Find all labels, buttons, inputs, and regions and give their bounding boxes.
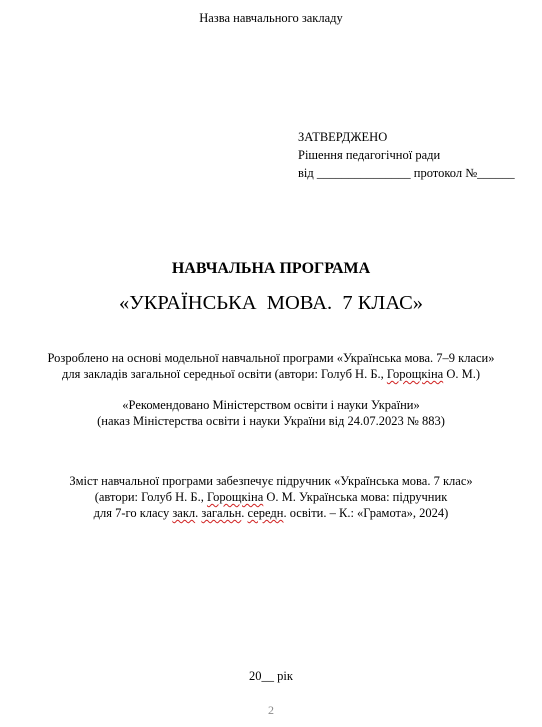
approval-date-prefix: від: [298, 166, 314, 180]
approval-protocol-blank: ______: [477, 166, 515, 180]
recommended-line-2: (наказ Міністерства освіти і науки України від 24.07.2023 № 883): [97, 414, 445, 428]
developed-line-2-text: для закладів загальної середньої освіти (автори: Голуб Н. Б.,: [61, 367, 387, 381]
developed-line-2-end: О. М.): [443, 367, 480, 381]
textbook-line-2-text: (автори: Голуб Н. Б.,: [94, 490, 207, 504]
approval-protocol-label: протокол №: [413, 166, 478, 180]
approval-date-blank: _______________: [316, 166, 411, 180]
textbook-line-1: Зміст навчальної програми забезпечує підручник «Українська мова. 7 клас»: [69, 474, 473, 488]
spelling-flag: Горощкіна: [206, 490, 264, 504]
textbook-line-2-end: О. М. Українська мова: підручник: [263, 490, 448, 504]
approval-decision: Рішення педагогічної ради: [298, 148, 441, 162]
spelling-flag: загальн: [201, 506, 242, 520]
approval-date-protocol-line: [298, 166, 515, 182]
developed-line-2: [0, 367, 542, 383]
recommended-line-1: «Рекомендовано Міністерством освіти і науки України»: [122, 398, 420, 412]
institution-name: Назва навчального закладу: [199, 11, 343, 25]
spelling-flag: середн: [247, 506, 284, 520]
textbook-line-3: [0, 506, 542, 522]
program-subtitle: «УКРАЇНСЬКА МОВА. 7 КЛАС»: [118, 292, 424, 314]
textbook-line-3-text: для 7-го класу: [93, 506, 173, 520]
textbook-line-3-sep: .: [195, 506, 202, 520]
approval-title: ЗАТВЕРДЖЕНО: [298, 130, 388, 144]
developed-line-1: Розроблено на основі модельної навчальної програми «Українська мова. 7–9 класи»: [47, 351, 495, 365]
program-title: НАВЧАЛЬНА ПРОГРАМА: [171, 260, 371, 277]
footer-year: 20__ рік: [249, 669, 293, 683]
spelling-flag: Горощкіна: [386, 367, 444, 381]
spelling-flag: закл: [172, 506, 196, 520]
textbook-line-3-end: . освіти. – К.: «Грамота», 2024): [283, 506, 449, 520]
textbook-line-3-sep: .: [241, 506, 248, 520]
page-number: 2: [268, 703, 274, 717]
textbook-line-2: [0, 490, 542, 506]
